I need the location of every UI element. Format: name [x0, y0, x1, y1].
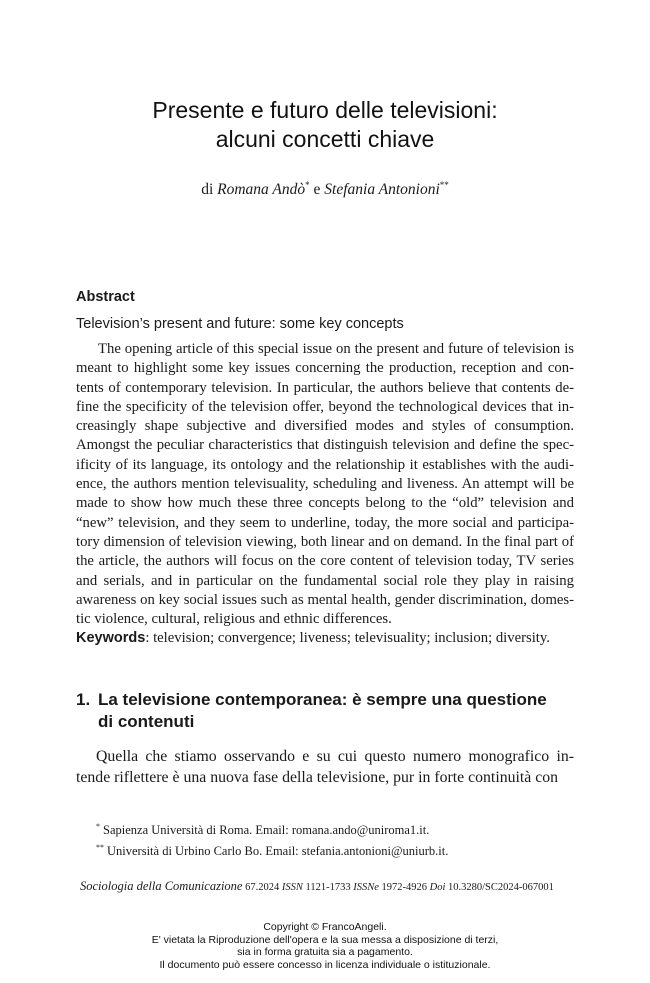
journal-name: Sociologia della Comunicazione — [80, 879, 243, 893]
footnote-text: Università di Urbino Carlo Bo. Email: stefania.antonioni@uniurb.it. — [107, 844, 449, 858]
author-conjunction: e — [313, 181, 321, 198]
issn-value: 1121-1733 — [302, 882, 354, 893]
issne-value: 1972-4926 — [378, 882, 430, 893]
article-title — [60, 96, 590, 154]
author-line — [60, 180, 590, 200]
author-1-footnote-mark[interactable]: * — [305, 179, 310, 190]
keywords-line — [76, 629, 574, 648]
issn-label: ISSN — [281, 882, 303, 893]
author-2-name: Stefania Antonioni — [324, 181, 440, 198]
copyright-notice — [60, 921, 590, 971]
keywords-label: Keywords — [76, 630, 146, 646]
copyright-line4: Il documento può essere concesso in licenza individuale o istituzionale. — [159, 958, 491, 971]
copyright-line2: E' vietata la Riproduzione dell'opera e la sua messa a disposizione di terzi, — [151, 933, 499, 946]
journal-issue: 67.2024 — [242, 882, 282, 893]
section-title-line2: di contenuti — [98, 712, 195, 731]
abstract-subtitle: Television’s present and future: some key concepts — [76, 316, 404, 332]
footnote-mark: ** — [96, 842, 104, 852]
copyright-line1: Copyright © FrancoAngeli. — [263, 921, 387, 933]
article-title-line1: Presente e futuro delle televisioni: — [152, 97, 498, 123]
section-heading — [76, 689, 586, 733]
body-paragraph: Quella che stiamo osservando e su cui questo numero monografico in-tende riflettere è una nuova fase della televisione, pur in forte continuità con — [76, 748, 574, 786]
section-number: 1. — [76, 690, 91, 709]
copyright-line3: sia in forma gratuita sia a pagamento. — [237, 946, 413, 958]
abstract-body: The opening article of this special issue on the present and future of television is meant to highlight some key issues concerning the production, reception and con-tents of contemporary television. In particular, the authors believe that contents de-fine the specificity of the television offer, beyond the technological devices that in-creasingly shape subjective and diversified modes and styles of consumption. Amongst the peculiar characteristics that distinguish television and define the spec-ificity of its language, its ontology and the relationship it establishes with the audi-ence, the authors mention televisuality, scheduling and liveness. An attempt will be made to show how much these three concepts belong to the “old” television and “new” television, and they seem to underline, today, the more social and participa-tory dimension of television viewing, both linear and on demand. In the final part of the article, the authors will focus on the core content of television today, TV series and serials, and in particular on the fundamental social role they play in raising awareness on key social issues such as mental health, gender discrimination, domes-tic violence, cultural, religious and ethnic differences. — [76, 341, 574, 628]
keywords-text: : television; convergence; liveness; televisuality; inclusion; diversity. — [145, 630, 550, 646]
doi-label: Doi — [429, 882, 446, 893]
journal-citation — [80, 878, 580, 896]
footnote — [96, 822, 576, 838]
author-1-name: Romana Andò — [217, 181, 306, 198]
footnote-text: Sapienza Università di Roma. Email: romana.ando@uniroma1.it. — [103, 823, 430, 837]
issne-label: ISSNe — [353, 882, 379, 893]
footnote-mark: * — [96, 821, 100, 831]
author-2-footnote-mark[interactable]: ** — [439, 179, 449, 190]
article-title-line2: alcuni concetti chiave — [215, 126, 435, 152]
author-prefix: di — [201, 181, 214, 198]
doi-value[interactable]: 10.3280/SC2024-067001 — [445, 882, 554, 893]
abstract-heading: Abstract — [76, 289, 135, 305]
section-title-line1: La televisione contemporanea: è sempre una questione — [98, 690, 547, 709]
footnote — [96, 843, 576, 859]
